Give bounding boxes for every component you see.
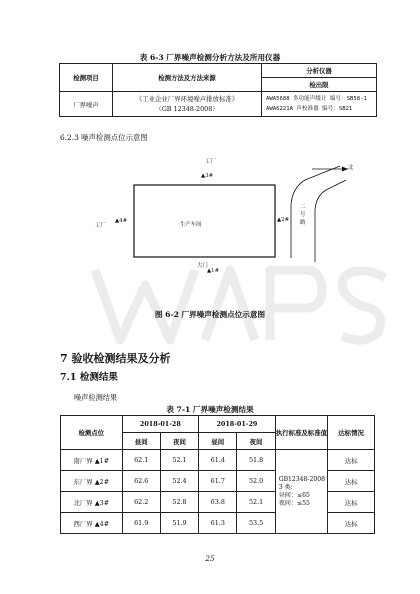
instrument-line-1: AWA5688 多功能声级计 编号：SB58-1 [266,96,367,102]
header-instrument: 分析仪器 [262,64,377,78]
table-row [61,492,375,513]
row-item: 厂界噪声 [60,92,113,117]
cell-status: 达标 [328,513,375,534]
paragraph-noise-results: 噪声检测结果 [74,393,118,402]
cell-standard [275,450,327,534]
table-row [61,471,375,492]
road-label-2: 号 [300,212,306,218]
cell-point: 东厂界 ▲2# [61,471,123,492]
cell-night-2: 52.1 [237,492,275,513]
table-6-3-caption: 表 6-3 厂界噪声检测分析方法及所用仪器 [139,53,281,62]
header-night-2: 夜间 [237,433,275,450]
header-date-2: 2018-01-29 [199,416,276,433]
table-7-1-caption: 表 7-1 厂界噪声检测结果 [166,405,254,414]
heading-7-1: 7.1 检测结果 [60,372,118,383]
cell-night-1: 52.4 [160,471,198,492]
cell-night-1: 52.1 [160,450,198,471]
standard-line-3: 昼间：≤65 [278,491,310,499]
cell-night-1: 52.8 [160,492,198,513]
cell-day-1: 61.9 [122,513,160,534]
cell-point: 西厂界 ▲4# [61,513,123,534]
cell-day-2: 61.3 [199,513,237,534]
cell-night-2: 51.8 [237,450,275,471]
header-status: 达标情况 [328,416,375,450]
road-label [300,203,305,227]
factory-boundary [134,185,275,257]
cell-day-1: 62.1 [122,450,160,471]
point-4-marker: ▲4# [115,218,128,224]
cell-point: 北厂界 ▲3# [61,492,123,513]
header-day-1: 昼间 [122,433,160,450]
cell-day-1: 62.6 [122,471,160,492]
header-night-1: 夜间 [160,433,198,450]
heading-7: 7 验收检测结果及分析 [60,352,171,365]
road-label-1: 二 [300,204,306,210]
standard-line-4: 夜间：≤55 [278,499,310,507]
factory-north-label: 工厂 [205,159,216,165]
section-6-2-3: 6.2.3 噪声检测点位示意图 [60,133,148,142]
cell-point: 南厂界 ▲1# [61,450,123,471]
point-2-marker: ▲2# [277,217,290,223]
road-edge-right [315,180,346,262]
figure-6-2-caption: 图 6-2 厂界噪声检测点位示意图 [154,310,266,319]
header-standard: 执行标准及标准值 [275,416,327,450]
cell-status: 达标 [328,450,375,471]
instrument-line-2: AWA6221A 声校准器 编号：SB21 [266,106,353,112]
cell-night-2: 52.0 [237,471,275,492]
point-3-marker: ▲3# [201,173,214,179]
header-item: 检测项目 [60,64,113,92]
cell-day-2: 61.4 [199,450,237,471]
cell-night-2: 53.5 [237,513,275,534]
workshop-label: 生产车间 [180,222,202,228]
header-date-1: 2018-01-28 [122,416,199,433]
header-limit: 检出限 [262,78,377,92]
header-method: 检测方法及方法来源 [113,64,262,92]
page-number: 25 [205,554,215,563]
cell-day-1: 62.2 [122,492,160,513]
method-line-1: 《工业企业厂界环境噪声排放标准》 [135,95,239,103]
table-row [61,450,375,471]
standard-line-2: 3 类: [278,483,293,491]
north-label: 北 [348,165,354,171]
table-row [61,513,375,534]
factory-west-label: 工厂 [95,223,106,229]
table-7-1 [60,415,375,534]
cell-day-2: 61.7 [199,471,237,492]
gate-label: 大门 [197,263,208,269]
point-1-marker: ▲1# [207,268,220,274]
header-point: 检测点位 [61,416,123,450]
cell-day-2: 63.8 [199,492,237,513]
header-day-2: 昼间 [199,433,237,450]
cell-night-1: 51.9 [160,513,198,534]
road-edge-left [291,166,340,258]
standard-line-1: GB12348-2008 [278,475,326,483]
cell-status: 达标 [328,471,375,492]
method-line-2: （GB 12348-2008） [155,105,219,113]
cell-status: 达标 [328,492,375,513]
road-label-3: 路 [300,220,306,226]
